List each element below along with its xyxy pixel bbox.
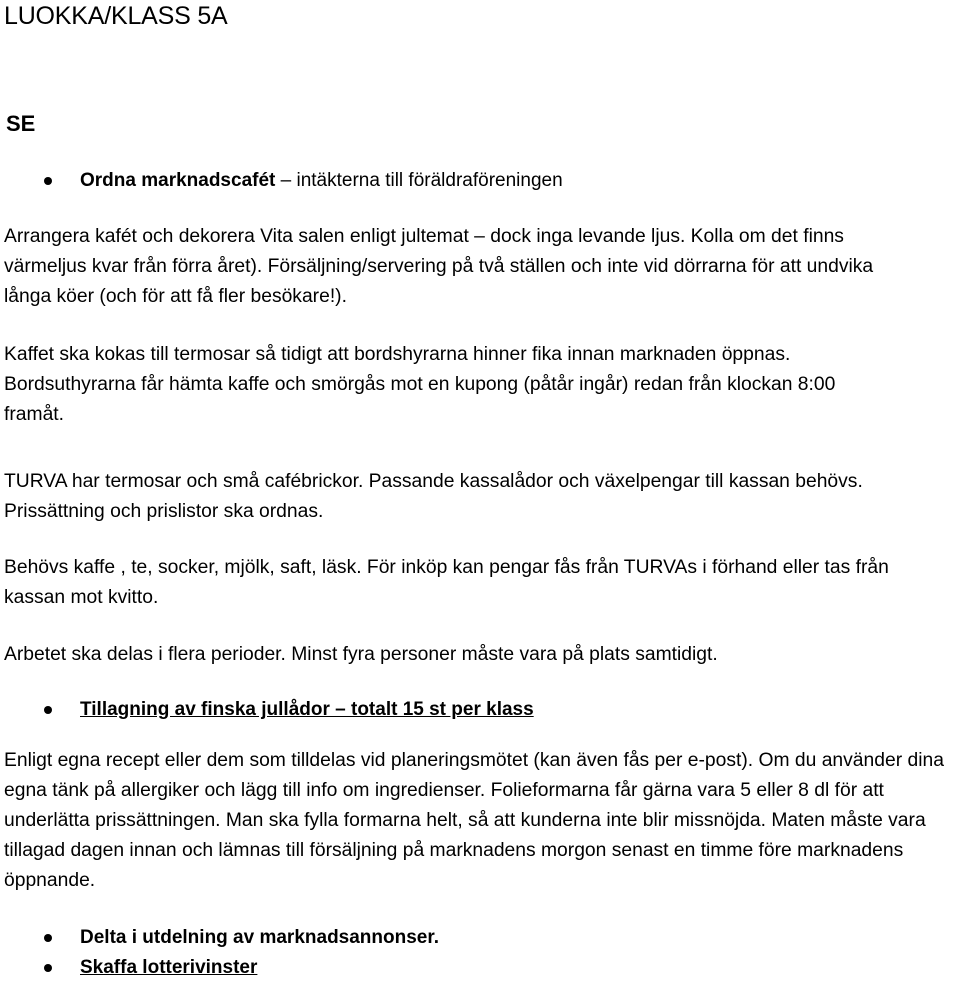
paragraph-line: Prissättning och prislistor ska ordnas.: [4, 501, 324, 522]
bullet-icon: [44, 934, 52, 942]
paragraph-turva: [4, 467, 956, 527]
paragraph-arbetet: [4, 640, 956, 670]
paragraph-line: TURVA har termosar och små cafébrickor. Passande kassalådor och växelpengar till kassan behövs.: [4, 471, 863, 492]
paragraph-line: Arrangera kafét och dekorera Vita salen enligt jultemat – dock inga levande ljus. Kolla om det finns: [4, 226, 844, 247]
paragraph-line: Behövs kaffe , te, socker, mjölk, saft, läsk. För inköp kan pengar fås från TURVAs i förhand eller tas från: [4, 557, 889, 578]
paragraph-kaffet: [4, 340, 956, 430]
bullet-icon: [44, 706, 52, 714]
paragraph-line: värmeljus kvar från förra året). Försäljning/servering på två ställen och inte vid dörrarna för att undvika: [4, 256, 874, 277]
section-heading: SE: [6, 111, 36, 136]
paragraph-enligt: [4, 746, 956, 896]
paragraph-line: Bordsuthyrarna får hämta kaffe och smörgås mot en kupong (påtår ingår) redan från klockan 8:00: [4, 374, 836, 395]
paragraph-line: långa köer (och för att få fler besökare!).: [4, 286, 347, 307]
paragraph-arrangera: [4, 222, 956, 312]
paragraph-line: tillagad dagen innan och lämnas till försäljning på marknadens morgon senast en timme före marknadens: [4, 840, 904, 861]
bullet-icon: [44, 964, 52, 972]
paragraph-line: öppnande.: [4, 870, 96, 891]
page-title: LUOKKA/KLASS 5A: [4, 2, 228, 30]
bullet-text: Delta i utdelning av marknadsannonser.: [80, 927, 439, 948]
paragraph-line: egna tänk på allergiker och lägg till info om ingredienser. Folieformarna får gärna vara 5 eller 8 dl för att: [4, 780, 884, 801]
paragraph-line: underlätta prissättningen. Man ska fylla formarna helt, så att kunderna inte blir missnöjda. Maten måste vara: [4, 810, 926, 831]
paragraph-line: Arbetet ska delas i flera perioder. Minst fyra personer måste vara på plats samtidigt.: [4, 644, 718, 665]
bullet-icon: [44, 177, 52, 185]
paragraph-line: framåt.: [4, 404, 64, 425]
paragraph-line: kassan mot kvitto.: [4, 587, 159, 608]
bullet-text: Tillagning av finska jullådor – totalt 15 st per klass: [80, 699, 534, 720]
paragraph-behovs: [4, 553, 956, 613]
paragraph-line: Kaffet ska kokas till termosar så tidigt att bordshyrarna hinner fika innan marknaden öppnas.: [4, 344, 791, 365]
bullet-text: [80, 167, 563, 195]
paragraph-line: Enligt egna recept eller dem som tilldelas vid planeringsmötet (kan även fås per e-post). Om du använder dina: [4, 750, 944, 771]
bullet-text: Skaffa lotterivinster: [80, 957, 258, 978]
bullet-rest-text: – intäkterna till föräldraföreningen: [275, 170, 563, 191]
bullet-bold-text: Ordna marknadscafét: [80, 170, 276, 191]
